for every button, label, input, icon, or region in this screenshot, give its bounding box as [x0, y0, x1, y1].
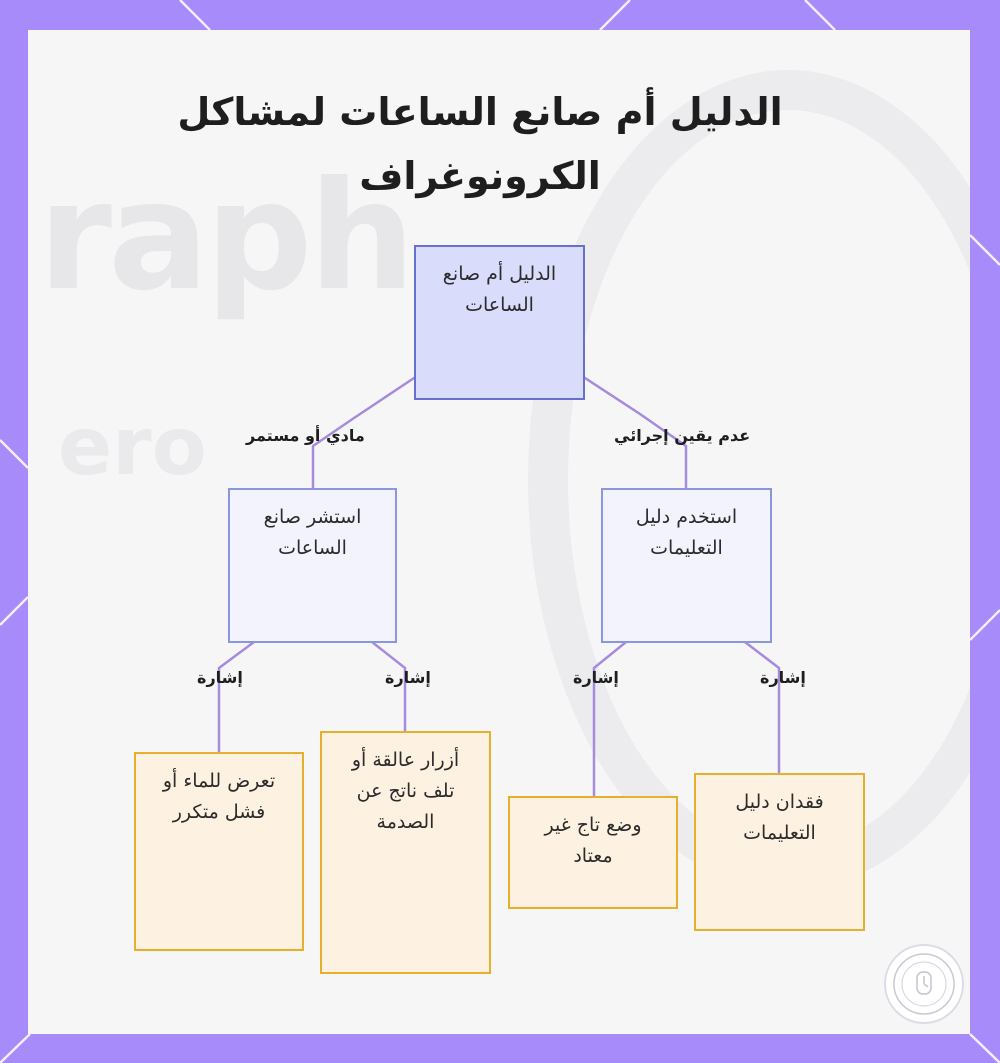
- node-consult-watchmaker: استشر صانع الساعات: [228, 488, 397, 643]
- background-watermark-2: ero: [58, 400, 207, 493]
- edge-label-sign-lost: إشارة: [760, 668, 806, 687]
- node-lost-manual: فقدان دليل التعليمات: [694, 773, 865, 931]
- edge-label-sign-water: إشارة: [197, 668, 243, 687]
- connector-manual-to-crown: [594, 642, 626, 796]
- node-stuck-buttons: أزرار عالقة أو تلف ناتج عن الصدمة: [320, 731, 491, 974]
- edge-label-physical: مادي أو مستمر: [246, 426, 365, 445]
- edge-label-sign-crown: إشارة: [573, 668, 619, 687]
- brand-seal-icon: [884, 944, 964, 1024]
- edge-label-procedural: عدم يقين إجرائي: [614, 426, 751, 445]
- node-unusual-crown: وضع تاج غير معتاد: [508, 796, 678, 909]
- node-water-exposure: تعرض للماء أو فشل متكرر: [134, 752, 304, 951]
- connector-watchmaker-to-water: [219, 642, 254, 752]
- connector-manual-to-lost: [745, 642, 779, 773]
- node-root: الدليل أم صانع الساعات: [414, 245, 585, 400]
- edge-label-sign-stuck: إشارة: [385, 668, 431, 687]
- background-watermark: raph: [38, 150, 412, 324]
- node-use-manual: استخدم دليل التعليمات: [601, 488, 772, 643]
- diagram-title: الدليل أم صانع الساعات لمشاكل الكرونوغراف: [177, 90, 783, 198]
